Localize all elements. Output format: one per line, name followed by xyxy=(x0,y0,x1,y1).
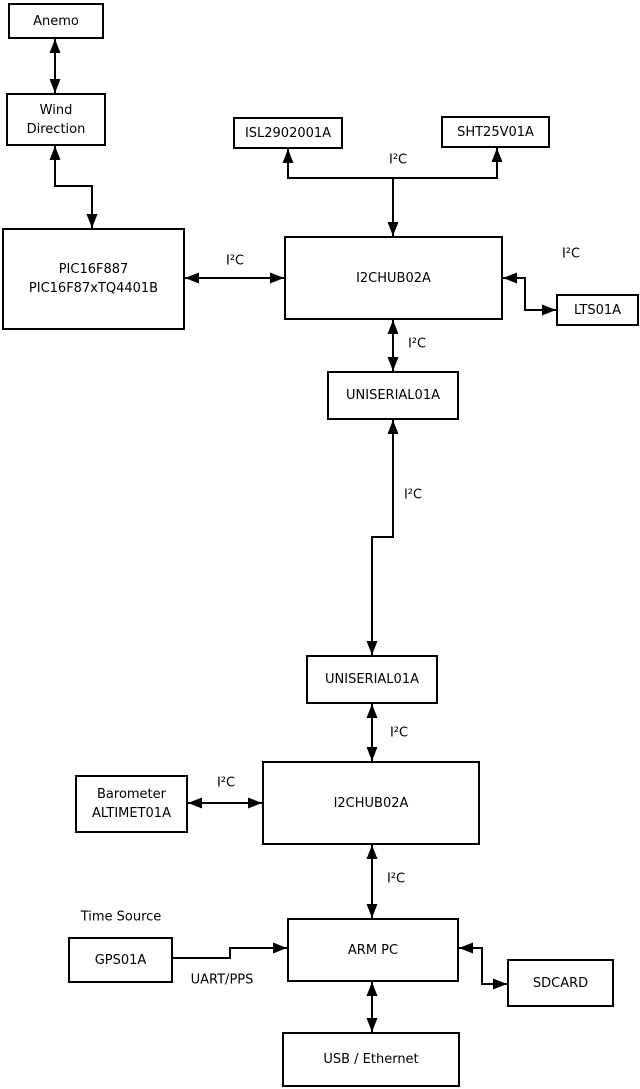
node-lts01a xyxy=(556,294,639,326)
node-arm-pc-label: ARM PC xyxy=(347,942,399,958)
node-sht25v01a-label: SHT25V01A xyxy=(457,124,534,140)
arrowhead-armpc-usb xyxy=(367,982,378,996)
node-usb-ethernet xyxy=(282,1032,460,1087)
arrowhead-anemo-wind xyxy=(50,79,61,93)
node-isl2902001a xyxy=(233,117,343,149)
arrowhead-i2chub1-lts xyxy=(503,273,517,284)
node-uniserial01a-2-label: UNISERIAL01A xyxy=(325,672,419,687)
node-sht25v01a xyxy=(441,116,550,148)
label-i2c-hub1-uniserial1: I²C xyxy=(407,336,427,352)
arrowhead-i2chub1-lts xyxy=(542,305,556,316)
node-wind-direction-label: Direction xyxy=(26,121,86,137)
node-gps01a xyxy=(68,937,173,983)
node-usb-ethernet-label: USB / Ethernet xyxy=(323,1052,419,1067)
arrowhead-isl-bus-i2chub1 xyxy=(283,149,294,163)
arrowhead-pic-i2chub1 xyxy=(270,273,284,284)
node-pic16f887-label: PIC16F87xTQ4401B xyxy=(28,281,159,296)
edge-armpc-sdcard xyxy=(459,948,507,984)
node-uniserial01a-1-label: UNISERIAL01A xyxy=(346,388,440,403)
arrowhead-armpc-sdcard xyxy=(493,979,507,990)
arrowhead-barometer-i2chub2 xyxy=(248,798,262,809)
node-barometer-label: ALTIMET01A xyxy=(92,806,171,821)
label-i2c-sensor-bus: I²C xyxy=(388,152,408,168)
node-i2chub02a-1-label: I2CHUB02A xyxy=(356,270,431,286)
arrowhead-gps-armpc xyxy=(273,943,287,954)
node-gps01a-label: GPS01A xyxy=(94,952,147,968)
edge-i2chub1-lts xyxy=(503,278,556,310)
arrowhead-uniserial2-i2chub2 xyxy=(367,704,378,718)
label-uart-pps: UART/PPS xyxy=(190,972,254,988)
node-i2chub02a-2-label: I2CHUB02A xyxy=(333,795,409,811)
node-anemo xyxy=(8,3,104,39)
arrowhead-uniserial2-i2chub2 xyxy=(367,747,378,761)
node-barometer-label: Barometer xyxy=(97,787,166,802)
node-arm-pc xyxy=(287,918,459,982)
arrowhead-wind-pic xyxy=(50,146,61,160)
node-sdcard xyxy=(507,959,614,1007)
arrowhead-barometer-i2chub2 xyxy=(188,798,202,809)
node-i2chub02a-2 xyxy=(262,761,480,845)
arrowhead-i2chub2-armpc xyxy=(367,904,378,918)
node-wind-direction xyxy=(6,93,106,146)
label-i2c-uniserial2-hub2: I²C xyxy=(389,725,409,741)
node-uniserial01a-1 xyxy=(327,371,459,420)
arrowhead-anemo-wind xyxy=(50,39,61,53)
label-i2c-pic-hub: I²C xyxy=(225,253,245,269)
edge-uniserial1-uniserial2 xyxy=(372,420,393,655)
arrowhead-uniserial1-uniserial2 xyxy=(367,641,378,655)
edge-isl-bus-i2chub1 xyxy=(288,149,393,236)
arrowhead-i2chub1-uniserial1 xyxy=(388,320,399,334)
arrowhead-isl-bus-i2chub1 xyxy=(388,222,399,236)
node-barometer xyxy=(75,775,188,833)
arrowhead-i2chub1-uniserial1 xyxy=(388,357,399,371)
node-isl2902001a-label: ISL2902001A xyxy=(244,125,332,141)
label-i2c-hub2-arm: I²C xyxy=(386,871,406,887)
arrowhead-pic-i2chub1 xyxy=(185,273,199,284)
arrowhead-i2chub2-armpc xyxy=(367,845,378,859)
node-wind-direction-label: Wind xyxy=(39,102,73,118)
arrowhead-armpc-sdcard xyxy=(459,943,473,954)
node-anemo-label: Anemo xyxy=(33,13,79,29)
arrowhead-wind-pic xyxy=(87,214,98,228)
arrowhead-sht-bus xyxy=(492,148,503,162)
node-pic16f887 xyxy=(2,228,185,330)
label-i2c-uniserial-link: I²C xyxy=(403,487,423,503)
edge-wind-pic xyxy=(55,146,92,228)
node-pic16f887-label: PIC16F887 xyxy=(58,262,129,277)
label-time-source: Time Source xyxy=(80,909,162,925)
node-sdcard-label: SDCARD xyxy=(532,975,589,991)
arrowhead-armpc-usb xyxy=(367,1018,378,1032)
node-uniserial01a-2 xyxy=(306,655,438,704)
node-lts01a-label: LTS01A xyxy=(573,302,622,318)
label-i2c-barometer: I²C xyxy=(216,775,236,791)
arrowhead-uniserial1-uniserial2 xyxy=(388,420,399,434)
edge-sht-bus xyxy=(393,148,497,178)
edge-gps-armpc xyxy=(173,948,287,958)
label-i2c-lts: I²C xyxy=(561,246,581,262)
node-i2chub02a-1 xyxy=(284,236,503,320)
